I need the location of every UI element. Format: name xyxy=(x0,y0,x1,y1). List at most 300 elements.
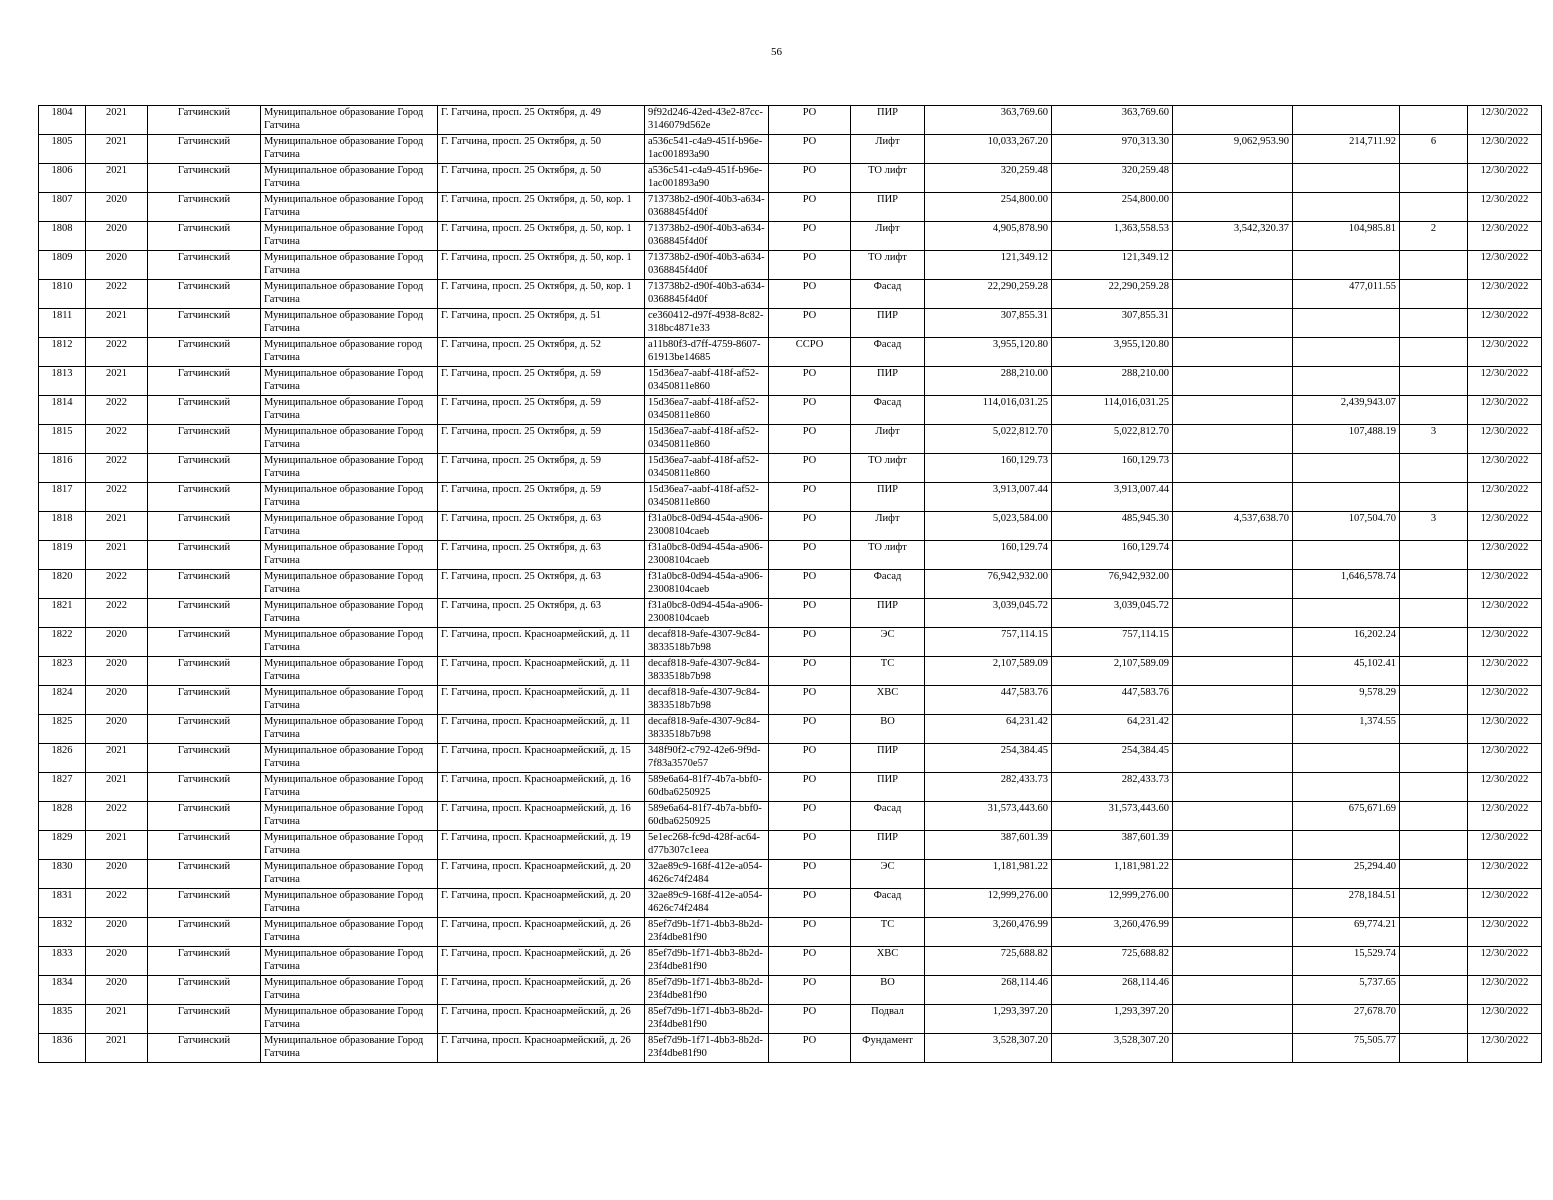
cell-other-amount xyxy=(1173,338,1293,367)
cell-deadline: 12/30/2022 xyxy=(1468,454,1542,483)
cell-deadline: 12/30/2022 xyxy=(1468,425,1542,454)
cell-district: Гатчинский xyxy=(148,483,261,512)
cell-address: Г. Гатчина, просп. 25 Октября, д. 59 xyxy=(438,454,645,483)
cell-elevator-count xyxy=(1400,686,1468,715)
cell-row-number: 1815 xyxy=(39,425,86,454)
cell-other-amount xyxy=(1173,396,1293,425)
cell-tech-supervision: 107,488.19 xyxy=(1293,425,1400,454)
cell-total-cost: 31,573,443.60 xyxy=(925,802,1052,831)
registry-table xyxy=(38,105,1542,1063)
cell-district: Гатчинский xyxy=(148,280,261,309)
cell-district: Гатчинский xyxy=(148,831,261,860)
cell-year: 2020 xyxy=(86,715,148,744)
cell-year: 2022 xyxy=(86,425,148,454)
cell-deadline: 12/30/2022 xyxy=(1468,860,1542,889)
cell-year: 2021 xyxy=(86,367,148,396)
cell-row-number: 1819 xyxy=(39,541,86,570)
table-row xyxy=(39,222,1542,251)
cell-fund-amount: 121,349.12 xyxy=(1052,251,1173,280)
cell-district: Гатчинский xyxy=(148,744,261,773)
cell-municipality: Муниципальное образование Город Гатчина xyxy=(261,512,438,541)
cell-address: Г. Гатчина, просп. Красноармейский, д. 26 xyxy=(438,947,645,976)
cell-elevator-count xyxy=(1400,802,1468,831)
cell-other-amount xyxy=(1173,831,1293,860)
cell-house-guid: f31a0bc8-0d94-454a-a906-23008104caeb xyxy=(645,541,769,570)
cell-tech-supervision: 278,184.51 xyxy=(1293,889,1400,918)
cell-address: Г. Гатчина, просп. 25 Октября, д. 59 xyxy=(438,425,645,454)
cell-row-number: 1835 xyxy=(39,1005,86,1034)
cell-program: РО xyxy=(769,454,851,483)
cell-municipality: Муниципальное образование Город Гатчина xyxy=(261,570,438,599)
cell-elevator-count xyxy=(1400,454,1468,483)
cell-other-amount xyxy=(1173,164,1293,193)
cell-total-cost: 10,033,267.20 xyxy=(925,135,1052,164)
cell-house-guid: decaf818-9afe-4307-9c84-3833518b7b98 xyxy=(645,686,769,715)
cell-program: РО xyxy=(769,367,851,396)
cell-address: Г. Гатчина, просп. Красноармейский, д. 11 xyxy=(438,628,645,657)
cell-year: 2020 xyxy=(86,686,148,715)
cell-fund-amount: 12,999,276.00 xyxy=(1052,889,1173,918)
cell-elevator-count xyxy=(1400,947,1468,976)
cell-program: РО xyxy=(769,628,851,657)
table-row xyxy=(39,773,1542,802)
table-row xyxy=(39,512,1542,541)
cell-total-cost: 76,942,932.00 xyxy=(925,570,1052,599)
cell-municipality: Муниципальное образование Город Гатчина xyxy=(261,1005,438,1034)
cell-fund-amount: 31,573,443.60 xyxy=(1052,802,1173,831)
cell-tech-supervision: 16,202.24 xyxy=(1293,628,1400,657)
cell-deadline: 12/30/2022 xyxy=(1468,889,1542,918)
cell-house-guid: 713738b2-d90f-40b3-a634-0368845f4d0f xyxy=(645,251,769,280)
cell-deadline: 12/30/2022 xyxy=(1468,947,1542,976)
cell-fund-amount: 387,601.39 xyxy=(1052,831,1173,860)
cell-other-amount xyxy=(1173,483,1293,512)
cell-other-amount xyxy=(1173,773,1293,802)
cell-year: 2020 xyxy=(86,657,148,686)
cell-fund-amount: 282,433.73 xyxy=(1052,773,1173,802)
cell-total-cost: 288,210.00 xyxy=(925,367,1052,396)
cell-row-number: 1829 xyxy=(39,831,86,860)
table-row xyxy=(39,338,1542,367)
cell-other-amount xyxy=(1173,860,1293,889)
cell-tech-supervision: 675,671.69 xyxy=(1293,802,1400,831)
cell-address: Г. Гатчина, просп. 25 Октября, д. 63 xyxy=(438,570,645,599)
cell-program: РО xyxy=(769,715,851,744)
cell-row-number: 1811 xyxy=(39,309,86,338)
cell-municipality: Муниципальное образование Город Гатчина xyxy=(261,831,438,860)
cell-district: Гатчинский xyxy=(148,802,261,831)
cell-program: РО xyxy=(769,599,851,628)
cell-house-guid: 85ef7d9b-1f71-4bb3-8b2d-23f4dbe81f90 xyxy=(645,976,769,1005)
cell-row-number: 1821 xyxy=(39,599,86,628)
table-row xyxy=(39,396,1542,425)
table-row xyxy=(39,715,1542,744)
cell-house-guid: 15d36ea7-aabf-418f-af52-03450811e860 xyxy=(645,483,769,512)
cell-deadline: 12/30/2022 xyxy=(1468,802,1542,831)
cell-municipality: Муниципальное образование Город Гатчина xyxy=(261,483,438,512)
table-row xyxy=(39,947,1542,976)
cell-house-guid: 5e1ec268-fc9d-428f-ac64-d77b307c1eea xyxy=(645,831,769,860)
cell-total-cost: 268,114.46 xyxy=(925,976,1052,1005)
cell-municipality: Муниципальное образование Город Гатчина xyxy=(261,309,438,338)
cell-house-guid: a536c541-c4a9-451f-b96e-1ac001893a90 xyxy=(645,135,769,164)
cell-deadline: 12/30/2022 xyxy=(1468,396,1542,425)
cell-elevator-count xyxy=(1400,164,1468,193)
cell-district: Гатчинский xyxy=(148,164,261,193)
cell-program: РО xyxy=(769,483,851,512)
cell-address: Г. Гатчина, просп. 25 Октября, д. 63 xyxy=(438,599,645,628)
cell-program: РО xyxy=(769,831,851,860)
cell-work-type: ТС xyxy=(851,657,925,686)
cell-row-number: 1806 xyxy=(39,164,86,193)
cell-fund-amount: 1,363,558.53 xyxy=(1052,222,1173,251)
cell-total-cost: 725,688.82 xyxy=(925,947,1052,976)
cell-row-number: 1826 xyxy=(39,744,86,773)
cell-fund-amount: 254,384.45 xyxy=(1052,744,1173,773)
cell-work-type: ХВС xyxy=(851,947,925,976)
cell-municipality: Муниципальное образование Город Гатчина xyxy=(261,135,438,164)
table-row xyxy=(39,657,1542,686)
cell-program: РО xyxy=(769,1034,851,1063)
cell-municipality: Муниципальное образование Город Гатчина xyxy=(261,715,438,744)
cell-municipality: Муниципальное образование Город Гатчина xyxy=(261,947,438,976)
cell-district: Гатчинский xyxy=(148,918,261,947)
cell-program: РО xyxy=(769,541,851,570)
cell-work-type: Подвал xyxy=(851,1005,925,1034)
cell-elevator-count xyxy=(1400,628,1468,657)
cell-municipality: Муниципальное образование Город Гатчина xyxy=(261,193,438,222)
table-row xyxy=(39,628,1542,657)
cell-program: РО xyxy=(769,744,851,773)
table-row xyxy=(39,802,1542,831)
cell-deadline: 12/30/2022 xyxy=(1468,570,1542,599)
cell-house-guid: 32ae89c9-168f-412e-a054-4626c74f2484 xyxy=(645,889,769,918)
cell-municipality: Муниципальное образование Город Гатчина xyxy=(261,889,438,918)
cell-work-type: ТО лифт xyxy=(851,541,925,570)
cell-other-amount xyxy=(1173,628,1293,657)
cell-district: Гатчинский xyxy=(148,860,261,889)
cell-program: РО xyxy=(769,947,851,976)
cell-total-cost: 2,107,589.09 xyxy=(925,657,1052,686)
cell-fund-amount: 1,293,397.20 xyxy=(1052,1005,1173,1034)
cell-total-cost: 114,016,031.25 xyxy=(925,396,1052,425)
cell-total-cost: 254,384.45 xyxy=(925,744,1052,773)
cell-program: РО xyxy=(769,686,851,715)
cell-district: Гатчинский xyxy=(148,657,261,686)
cell-total-cost: 3,039,045.72 xyxy=(925,599,1052,628)
cell-municipality: Муниципальное образование Город Гатчина xyxy=(261,1034,438,1063)
cell-program: РО xyxy=(769,773,851,802)
cell-year: 2021 xyxy=(86,512,148,541)
cell-tech-supervision xyxy=(1293,251,1400,280)
cell-year: 2020 xyxy=(86,222,148,251)
cell-fund-amount: 970,313.30 xyxy=(1052,135,1173,164)
cell-program: РО xyxy=(769,280,851,309)
cell-elevator-count xyxy=(1400,1005,1468,1034)
cell-tech-supervision xyxy=(1293,193,1400,222)
cell-other-amount: 3,542,320.37 xyxy=(1173,222,1293,251)
cell-address: Г. Гатчина, просп. Красноармейский, д. 16 xyxy=(438,773,645,802)
cell-program: РО xyxy=(769,222,851,251)
cell-program: РО xyxy=(769,251,851,280)
cell-tech-supervision xyxy=(1293,454,1400,483)
cell-district: Гатчинский xyxy=(148,309,261,338)
cell-address: Г. Гатчина, просп. 25 Октября, д. 63 xyxy=(438,512,645,541)
cell-row-number: 1833 xyxy=(39,947,86,976)
cell-district: Гатчинский xyxy=(148,715,261,744)
cell-year: 2021 xyxy=(86,831,148,860)
cell-other-amount xyxy=(1173,744,1293,773)
cell-row-number: 1824 xyxy=(39,686,86,715)
cell-deadline: 12/30/2022 xyxy=(1468,599,1542,628)
cell-total-cost: 160,129.73 xyxy=(925,454,1052,483)
cell-district: Гатчинский xyxy=(148,367,261,396)
cell-house-guid: 348f90f2-c792-42e6-9f9d-7f83a3570e57 xyxy=(645,744,769,773)
cell-year: 2021 xyxy=(86,135,148,164)
cell-tech-supervision: 104,985.81 xyxy=(1293,222,1400,251)
cell-municipality: Муниципальное образование Город Гатчина xyxy=(261,454,438,483)
cell-program: РО xyxy=(769,193,851,222)
cell-municipality: Муниципальное образование Город Гатчина xyxy=(261,860,438,889)
cell-work-type: Фасад xyxy=(851,280,925,309)
cell-municipality: Муниципальное образование Город Гатчина xyxy=(261,744,438,773)
cell-district: Гатчинский xyxy=(148,512,261,541)
table-row xyxy=(39,918,1542,947)
cell-fund-amount: 22,290,259.28 xyxy=(1052,280,1173,309)
cell-fund-amount: 114,016,031.25 xyxy=(1052,396,1173,425)
cell-elevator-count xyxy=(1400,831,1468,860)
cell-district: Гатчинский xyxy=(148,773,261,802)
cell-elevator-count xyxy=(1400,570,1468,599)
cell-house-guid: decaf818-9afe-4307-9c84-3833518b7b98 xyxy=(645,628,769,657)
cell-address: Г. Гатчина, просп. 25 Октября, д. 51 xyxy=(438,309,645,338)
cell-work-type: Лифт xyxy=(851,425,925,454)
cell-deadline: 12/30/2022 xyxy=(1468,251,1542,280)
cell-other-amount xyxy=(1173,976,1293,1005)
cell-house-guid: f31a0bc8-0d94-454a-a906-23008104caeb xyxy=(645,512,769,541)
cell-municipality: Муниципальное образование Город Гатчина xyxy=(261,918,438,947)
cell-municipality: Муниципальное образование Город Гатчина xyxy=(261,773,438,802)
cell-house-guid: 15d36ea7-aabf-418f-af52-03450811e860 xyxy=(645,454,769,483)
cell-year: 2022 xyxy=(86,483,148,512)
cell-house-guid: 15d36ea7-aabf-418f-af52-03450811e860 xyxy=(645,425,769,454)
cell-district: Гатчинский xyxy=(148,599,261,628)
cell-district: Гатчинский xyxy=(148,889,261,918)
cell-other-amount: 9,062,953.90 xyxy=(1173,135,1293,164)
cell-house-guid: 713738b2-d90f-40b3-a634-0368845f4d0f xyxy=(645,222,769,251)
cell-tech-supervision: 214,711.92 xyxy=(1293,135,1400,164)
cell-tech-supervision: 45,102.41 xyxy=(1293,657,1400,686)
cell-deadline: 12/30/2022 xyxy=(1468,512,1542,541)
cell-address: Г. Гатчина, просп. Красноармейский, д. 26 xyxy=(438,918,645,947)
cell-fund-amount: 64,231.42 xyxy=(1052,715,1173,744)
cell-other-amount xyxy=(1173,193,1293,222)
cell-district: Гатчинский xyxy=(148,947,261,976)
cell-address: Г. Гатчина, просп. Красноармейский, д. 26 xyxy=(438,976,645,1005)
cell-deadline: 12/30/2022 xyxy=(1468,976,1542,1005)
cell-row-number: 1813 xyxy=(39,367,86,396)
cell-program: РО xyxy=(769,164,851,193)
cell-house-guid: 85ef7d9b-1f71-4bb3-8b2d-23f4dbe81f90 xyxy=(645,1034,769,1063)
cell-elevator-count: 3 xyxy=(1400,512,1468,541)
cell-address: Г. Гатчина, просп. 25 Октября, д. 50 xyxy=(438,135,645,164)
cell-total-cost: 3,955,120.80 xyxy=(925,338,1052,367)
cell-row-number: 1828 xyxy=(39,802,86,831)
cell-deadline: 12/30/2022 xyxy=(1468,744,1542,773)
cell-fund-amount: 3,039,045.72 xyxy=(1052,599,1173,628)
cell-program: РО xyxy=(769,918,851,947)
cell-district: Гатчинский xyxy=(148,425,261,454)
cell-row-number: 1827 xyxy=(39,773,86,802)
cell-work-type: Фундамент xyxy=(851,1034,925,1063)
cell-house-guid: a536c541-c4a9-451f-b96e-1ac001893a90 xyxy=(645,164,769,193)
cell-house-guid: f31a0bc8-0d94-454a-a906-23008104caeb xyxy=(645,570,769,599)
cell-address: Г. Гатчина, просп. 25 Октября, д. 63 xyxy=(438,541,645,570)
table-row xyxy=(39,106,1542,135)
cell-work-type: ТС xyxy=(851,918,925,947)
cell-municipality: Муниципальное образование Город Гатчина xyxy=(261,802,438,831)
cell-year: 2020 xyxy=(86,251,148,280)
table-row xyxy=(39,280,1542,309)
cell-address: Г. Гатчина, просп. 25 Октября, д. 52 xyxy=(438,338,645,367)
cell-work-type: Фасад xyxy=(851,570,925,599)
cell-row-number: 1810 xyxy=(39,280,86,309)
table-row xyxy=(39,744,1542,773)
cell-year: 2020 xyxy=(86,860,148,889)
cell-municipality: Муниципальное образование город Гатчина xyxy=(261,338,438,367)
cell-row-number: 1818 xyxy=(39,512,86,541)
cell-year: 2022 xyxy=(86,280,148,309)
table-row xyxy=(39,135,1542,164)
cell-deadline: 12/30/2022 xyxy=(1468,135,1542,164)
cell-elevator-count xyxy=(1400,889,1468,918)
cell-deadline: 12/30/2022 xyxy=(1468,222,1542,251)
cell-tech-supervision xyxy=(1293,367,1400,396)
table-row xyxy=(39,599,1542,628)
cell-work-type: ПИР xyxy=(851,599,925,628)
cell-elevator-count xyxy=(1400,918,1468,947)
cell-total-cost: 121,349.12 xyxy=(925,251,1052,280)
table-row xyxy=(39,193,1542,222)
cell-work-type: Фасад xyxy=(851,338,925,367)
cell-deadline: 12/30/2022 xyxy=(1468,918,1542,947)
cell-municipality: Муниципальное образование Город Гатчина xyxy=(261,425,438,454)
cell-house-guid: ce360412-d97f-4938-8c82-318bc4871e33 xyxy=(645,309,769,338)
cell-district: Гатчинский xyxy=(148,541,261,570)
cell-year: 2020 xyxy=(86,918,148,947)
cell-district: Гатчинский xyxy=(148,135,261,164)
table-row xyxy=(39,860,1542,889)
cell-tech-supervision: 69,774.21 xyxy=(1293,918,1400,947)
cell-program: РО xyxy=(769,512,851,541)
cell-row-number: 1812 xyxy=(39,338,86,367)
cell-year: 2020 xyxy=(86,976,148,1005)
cell-year: 2022 xyxy=(86,338,148,367)
cell-tech-supervision: 15,529.74 xyxy=(1293,947,1400,976)
cell-tech-supervision xyxy=(1293,164,1400,193)
cell-other-amount xyxy=(1173,947,1293,976)
cell-fund-amount: 757,114.15 xyxy=(1052,628,1173,657)
table-row xyxy=(39,309,1542,338)
cell-program: РО xyxy=(769,396,851,425)
page-number: 56 xyxy=(771,46,782,58)
cell-program: РО xyxy=(769,1005,851,1034)
cell-deadline: 12/30/2022 xyxy=(1468,164,1542,193)
cell-row-number: 1808 xyxy=(39,222,86,251)
cell-row-number: 1804 xyxy=(39,106,86,135)
cell-municipality: Муниципальное образование Город Гатчина xyxy=(261,541,438,570)
cell-year: 2021 xyxy=(86,309,148,338)
cell-elevator-count: 3 xyxy=(1400,425,1468,454)
cell-total-cost: 3,528,307.20 xyxy=(925,1034,1052,1063)
cell-program: РО xyxy=(769,135,851,164)
cell-row-number: 1823 xyxy=(39,657,86,686)
cell-program: РО xyxy=(769,106,851,135)
cell-year: 2022 xyxy=(86,396,148,425)
cell-deadline: 12/30/2022 xyxy=(1468,628,1542,657)
table-row xyxy=(39,164,1542,193)
cell-fund-amount: 2,107,589.09 xyxy=(1052,657,1173,686)
cell-elevator-count: 6 xyxy=(1400,135,1468,164)
cell-tech-supervision: 477,011.55 xyxy=(1293,280,1400,309)
cell-row-number: 1820 xyxy=(39,570,86,599)
cell-work-type: ПИР xyxy=(851,831,925,860)
cell-program: РО xyxy=(769,309,851,338)
cell-fund-amount: 160,129.74 xyxy=(1052,541,1173,570)
cell-address: Г. Гатчина, просп. Красноармейский, д. 19 xyxy=(438,831,645,860)
cell-fund-amount: 320,259.48 xyxy=(1052,164,1173,193)
cell-year: 2021 xyxy=(86,106,148,135)
cell-elevator-count xyxy=(1400,106,1468,135)
cell-deadline: 12/30/2022 xyxy=(1468,338,1542,367)
table-row xyxy=(39,251,1542,280)
cell-work-type: ПИР xyxy=(851,309,925,338)
cell-other-amount xyxy=(1173,280,1293,309)
cell-other-amount xyxy=(1173,541,1293,570)
cell-other-amount xyxy=(1173,1005,1293,1034)
cell-total-cost: 307,855.31 xyxy=(925,309,1052,338)
cell-work-type: ПИР xyxy=(851,773,925,802)
cell-work-type: Фасад xyxy=(851,889,925,918)
cell-address: Г. Гатчина, просп. 25 Октября, д. 49 xyxy=(438,106,645,135)
cell-year: 2020 xyxy=(86,193,148,222)
cell-municipality: Муниципальное образование Город Гатчина xyxy=(261,251,438,280)
cell-district: Гатчинский xyxy=(148,454,261,483)
cell-total-cost: 320,259.48 xyxy=(925,164,1052,193)
cell-year: 2020 xyxy=(86,947,148,976)
table-row xyxy=(39,425,1542,454)
cell-year: 2022 xyxy=(86,802,148,831)
cell-work-type: ХВС xyxy=(851,686,925,715)
cell-house-guid: 15d36ea7-aabf-418f-af52-03450811e860 xyxy=(645,367,769,396)
cell-address: Г. Гатчина, просп. 25 Октября, д. 59 xyxy=(438,483,645,512)
cell-address: Г. Гатчина, просп. Красноармейский, д. 11 xyxy=(438,715,645,744)
cell-tech-supervision: 25,294.40 xyxy=(1293,860,1400,889)
cell-other-amount xyxy=(1173,106,1293,135)
cell-other-amount xyxy=(1173,889,1293,918)
cell-address: Г. Гатчина, просп. Красноармейский, д. 11 xyxy=(438,657,645,686)
cell-total-cost: 5,023,584.00 xyxy=(925,512,1052,541)
cell-elevator-count xyxy=(1400,715,1468,744)
cell-address: Г. Гатчина, просп. 25 Октября, д. 59 xyxy=(438,396,645,425)
cell-row-number: 1836 xyxy=(39,1034,86,1063)
cell-program: РО xyxy=(769,657,851,686)
cell-house-guid: a11b80f3-d7ff-4759-8607-61913be14685 xyxy=(645,338,769,367)
cell-address: Г. Гатчина, просп. Красноармейский, д. 16 xyxy=(438,802,645,831)
cell-house-guid: 32ae89c9-168f-412e-a054-4626c74f2484 xyxy=(645,860,769,889)
cell-address: Г. Гатчина, просп. 25 Октября, д. 50, кор. 1 xyxy=(438,251,645,280)
cell-district: Гатчинский xyxy=(148,1034,261,1063)
